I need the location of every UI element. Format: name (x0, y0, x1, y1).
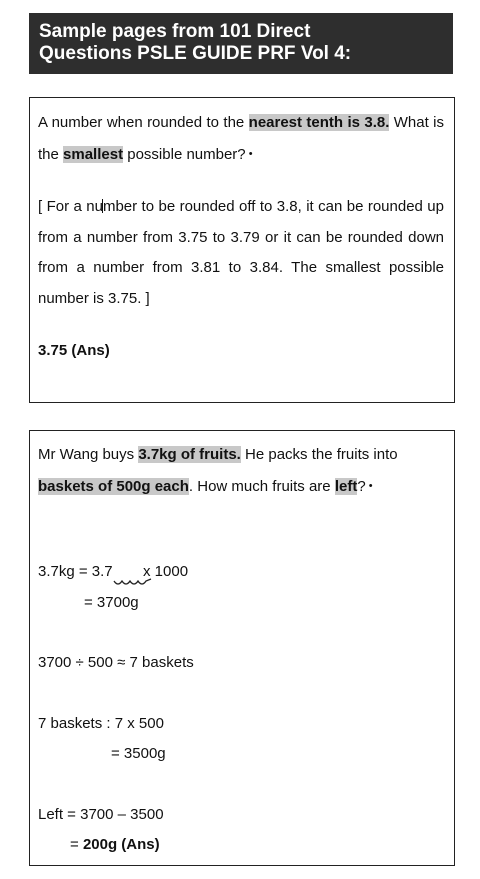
working-7-a: = (70, 836, 83, 853)
question-2-text (38, 440, 444, 502)
question-1-answer: 3.75 (Ans) (38, 342, 110, 359)
working-line-3: 3700 ÷ 500 ≈ 7 baskets (38, 654, 194, 671)
question-1-text (38, 108, 444, 170)
q1-text-c: possible number? (123, 145, 246, 163)
working-line-6: Left = 3700 – 3500 (38, 806, 164, 823)
q1-text-a: A number when rounded to the (38, 114, 249, 131)
question-card-1 (29, 97, 455, 403)
q1-bullet-mark: • (245, 147, 253, 160)
q2-bullet-mark: • (365, 479, 373, 492)
question-1-explanation (38, 192, 444, 314)
q2-text-a: Mr Wang buys (38, 446, 139, 463)
question-2-answer: 200g (Ans) (82, 836, 160, 853)
q2-text-d: ? (357, 477, 366, 495)
header-title-line-2: Questions PSLE GUIDE PRF Vol 4: (39, 43, 352, 64)
q1-highlight-smallest: smallest (63, 145, 124, 163)
q2-text-c: . How much fruits are (188, 477, 335, 495)
question-card-2 (29, 430, 455, 866)
working-1-a: 3.7kg = 3.7 (38, 563, 113, 580)
q2-highlight-left: left (334, 477, 358, 495)
squiggle-mark-icon (113, 578, 153, 590)
working-line-2: = 3700g (84, 594, 139, 611)
working-line-4: 7 baskets : 7 x 500 (38, 715, 164, 732)
working-line-5: = 3500g (111, 745, 166, 762)
header-banner (29, 13, 453, 74)
working-line-7 (70, 836, 160, 853)
q2-text-b: He packs the fruits into (240, 446, 398, 463)
working-1-b: x 1000 (143, 563, 189, 580)
q1-highlight-nearest-tenth: nearest tenth is 3.8. (248, 114, 390, 131)
header-title-line-1: Sample pages from 101 Direct (39, 21, 311, 42)
q2-highlight-baskets: baskets of 500g each (38, 477, 189, 495)
q2-highlight-fruits: 3.7kg of fruits. (138, 446, 241, 463)
q1-expl-b: mber to be rounded off to 3.8, it can be rounded up from a number from 3.75 to 3.79 or it can be rounded down from a number from 3.81 to 3.84. The smallest possible number is 3.75. ] (38, 198, 444, 307)
q1-text-b: What is the (38, 114, 444, 163)
q1-expl-a: [ For a nu (38, 198, 103, 215)
